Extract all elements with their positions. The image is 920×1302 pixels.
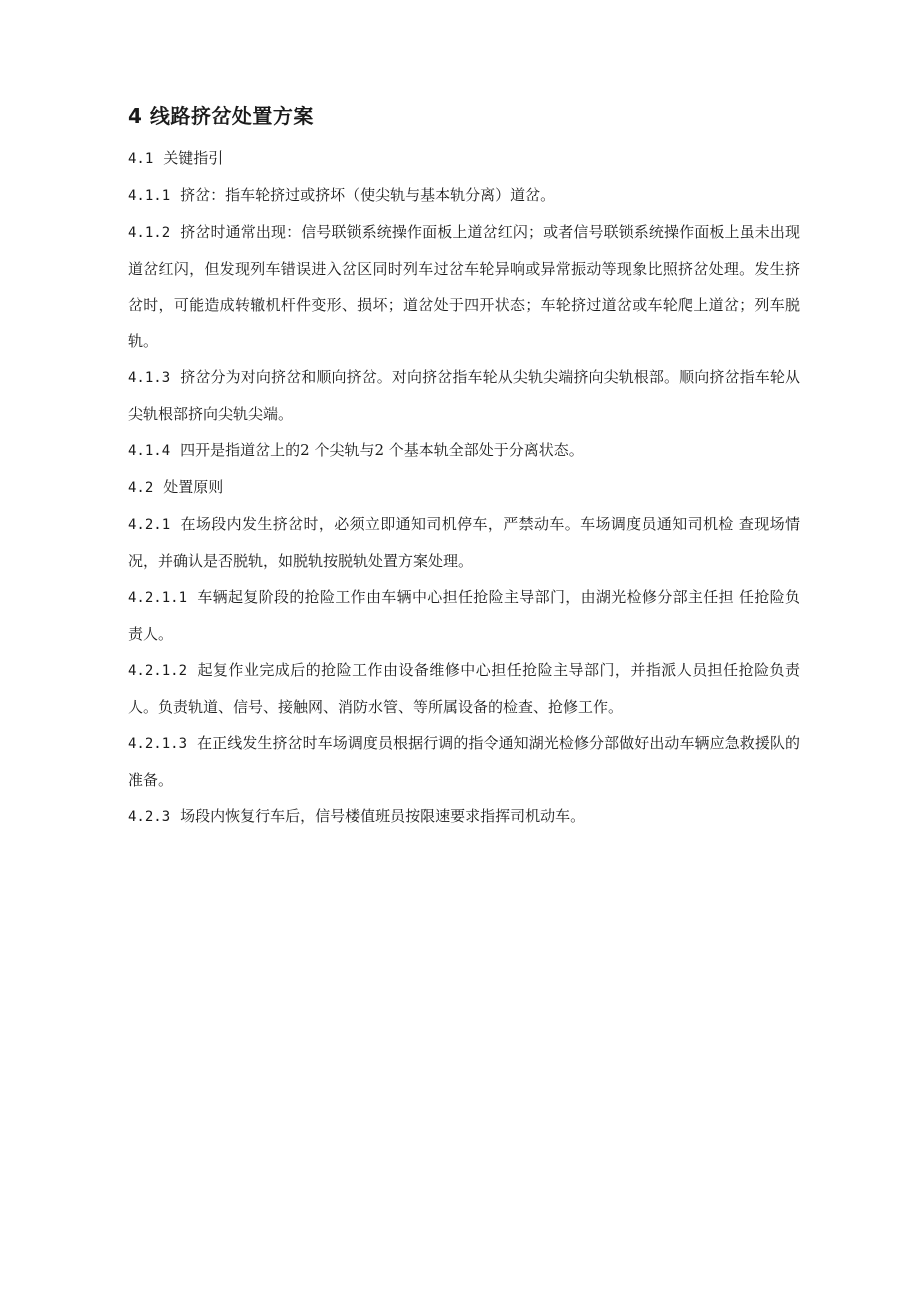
clause-text: 在场段内发生挤岔时，必须立即通知司机停车，严禁动车。车场调度员通知司机检 查现场情况，并确认是否脱轨，如脱轨按脱轨处置方案处理。 bbox=[128, 515, 800, 570]
paragraph-4-1 bbox=[128, 140, 800, 177]
document-page bbox=[128, 96, 800, 835]
clause-number: 4.2.1.1 bbox=[128, 590, 188, 606]
clause-number: 4.1 bbox=[128, 151, 154, 167]
clause-number: 4.2 bbox=[128, 480, 154, 496]
paragraph-4-2 bbox=[128, 469, 800, 506]
clause-text: 四开是指道岔上的2 个尖轨与2 个基本轨全部处于分离状态。 bbox=[180, 441, 584, 459]
clause-text: 挤岔时通常出现：信号联锁系统操作面板上道岔红闪；或者信号联锁系统操作面板上虽未出现道岔红闪，但发现列车错误进入岔区同时列车过岔车轮异响或异常振动等现象比照挤岔处理。发生挤岔时，可能造成转辙机杆件变形、损坏；道岔处于四开状态；车轮挤过道岔或车轮爬上道岔；列车脱轨。 bbox=[128, 223, 800, 350]
clause-number: 4.1.3 bbox=[128, 370, 171, 386]
clause-number: 4.1.1 bbox=[128, 188, 171, 204]
clause-text: 场段内恢复行车后，信号楼值班员按限速要求指挥司机动车。 bbox=[180, 807, 586, 825]
paragraph-4-1-1 bbox=[128, 177, 800, 214]
paragraph-4-1-3 bbox=[128, 359, 800, 432]
section-heading: 4 线路挤岔处置方案 bbox=[128, 104, 314, 128]
clause-text: 挤岔分为对向挤岔和顺向挤岔。对向挤岔指车轮从尖轨尖端挤向尖轨根部。顺向挤岔指车轮从尖轨根部挤向尖轨尖端。 bbox=[128, 368, 800, 423]
clause-text: 起复作业完成后的抢险工作由设备维修中心担任抢险主导部门，并指派人员担任抢险负责人。负责轨道、信号、接触网、消防水管、等所属设备的检查、抢修工作。 bbox=[128, 661, 800, 716]
clause-number: 4.2.1.3 bbox=[128, 736, 188, 752]
clause-text: 车辆起复阶段的抢险工作由车辆中心担任抢险主导部门，由湖光检修分部主任担 任抢险负责人。 bbox=[128, 588, 800, 643]
clause-text: 挤岔：指车轮挤过或挤坏（使尖轨与基本轨分离）道岔。 bbox=[180, 186, 556, 204]
clause-number: 4.2.3 bbox=[128, 809, 171, 825]
clause-number: 4.1.4 bbox=[128, 443, 171, 459]
paragraph-4-2-1-2 bbox=[128, 652, 800, 725]
paragraph-4-2-3 bbox=[128, 798, 800, 835]
clause-number: 4.2.1.2 bbox=[128, 663, 188, 679]
clause-text: 关键指引 bbox=[163, 149, 224, 167]
paragraph-4-1-2 bbox=[128, 214, 800, 359]
paragraph-4-2-1 bbox=[128, 506, 800, 579]
clause-text: 处置原则 bbox=[163, 478, 224, 496]
clause-number: 4.1.2 bbox=[128, 225, 171, 241]
paragraph-4-2-1-1 bbox=[128, 579, 800, 652]
paragraph-4-2-1-3 bbox=[128, 725, 800, 798]
clause-text: 在正线发生挤岔时车场调度员根据行调的指令通知湖光检修分部做好出动车辆应急救援队的准备。 bbox=[128, 734, 800, 789]
clause-number: 4.2.1 bbox=[128, 517, 171, 533]
paragraph-4-1-4 bbox=[128, 432, 800, 469]
